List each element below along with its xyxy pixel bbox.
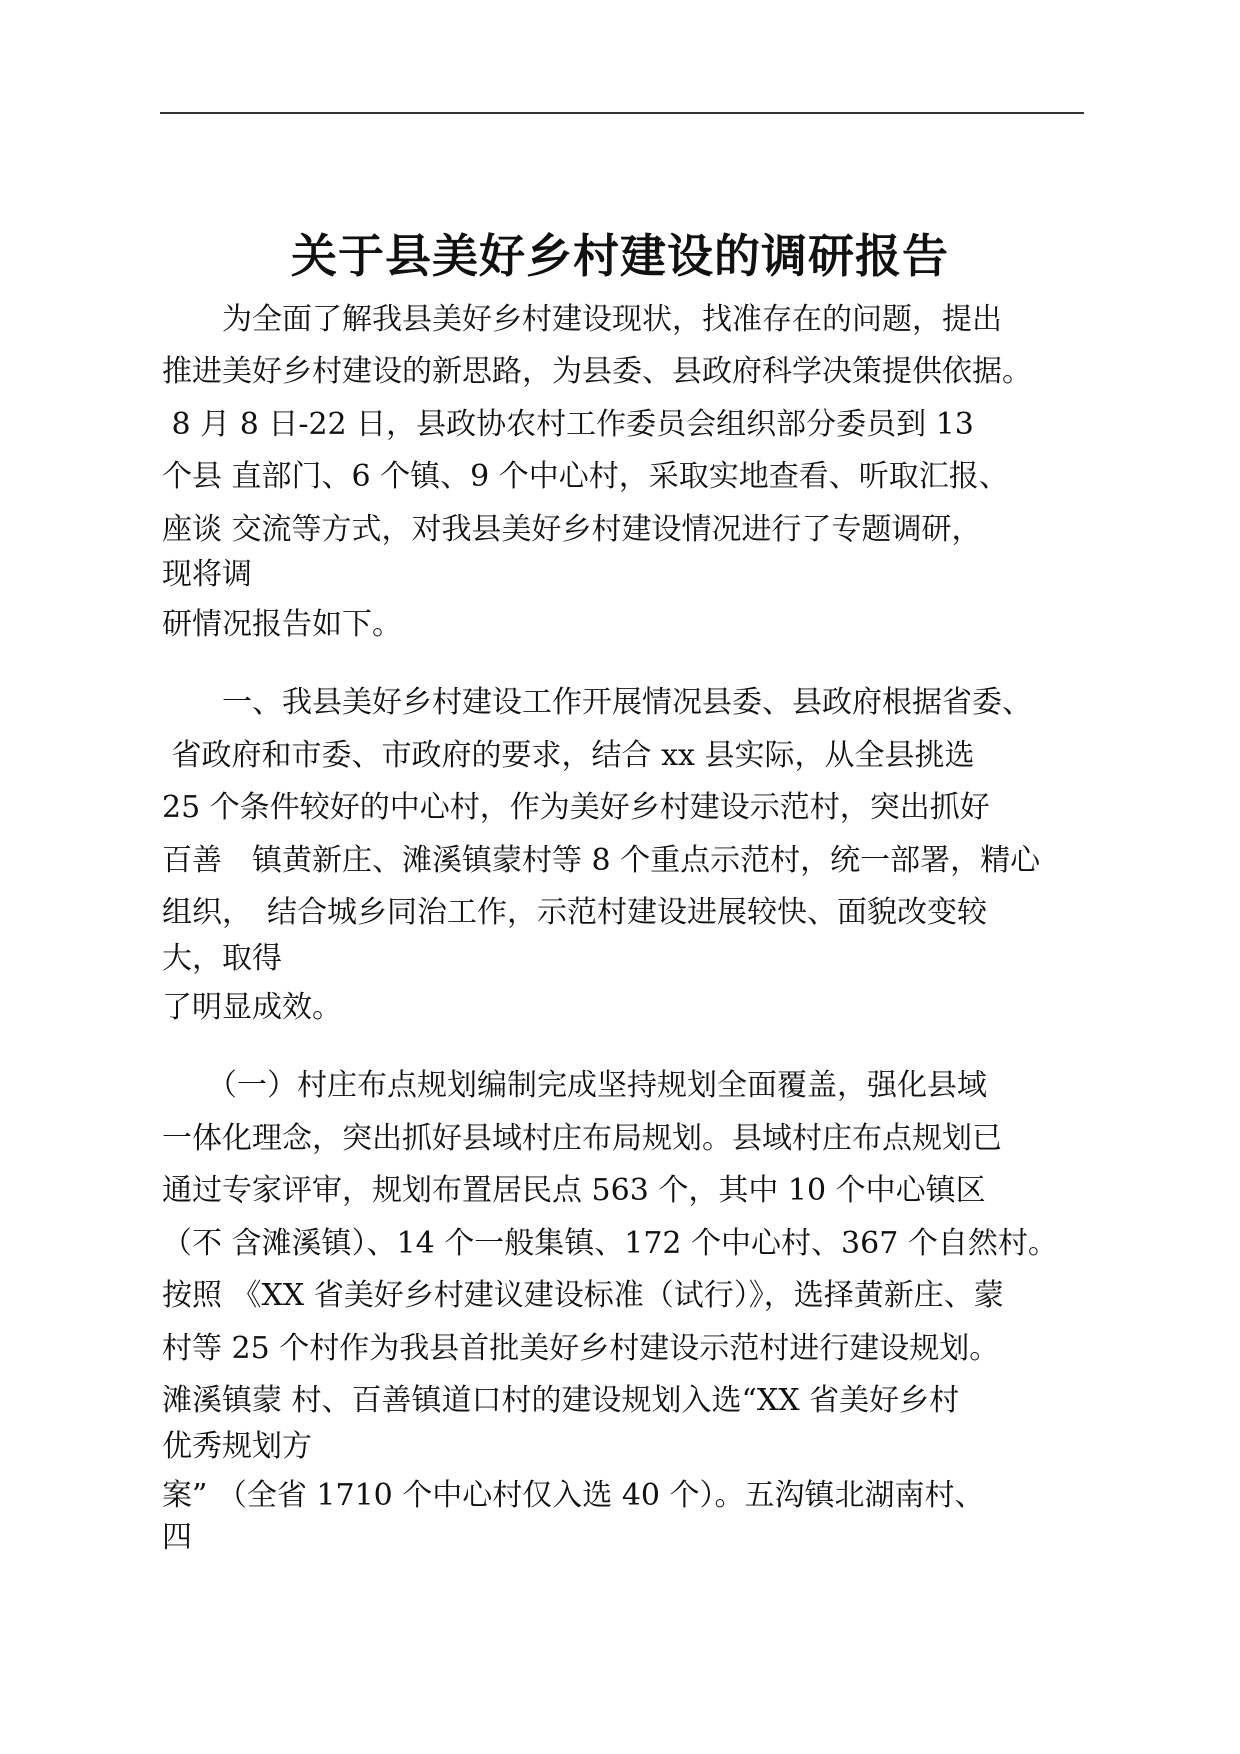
body-line: 个县 直部门、6 个镇、9 个中心村，采取实地查看、听取汇报、 bbox=[162, 459, 1009, 494]
body-line: 案” （全省 1710 个中心村仅入选 40 个）。五沟镇北湖南村、 bbox=[162, 1478, 985, 1513]
body-line: 一体化理念，突出抓好县域村庄布局规划。县域村庄布点规划已 bbox=[162, 1121, 1002, 1156]
body-line: 四 bbox=[162, 1520, 192, 1555]
body-line: （不 含滩溪镇）、14 个一般集镇、172 个中心村、367 个自然村。 bbox=[162, 1226, 1058, 1261]
body-line: 百善 镇黄新庄、滩溪镇蒙村等 8 个重点示范村，统一部署，精心 bbox=[162, 843, 1041, 878]
body-line: 了明显成效。 bbox=[162, 990, 342, 1025]
body-line: 按照 《XX 省美好乡村建议建设标准（试行）》，选择黄新庄、蒙 bbox=[162, 1278, 1004, 1313]
body-line: 研情况报告如下。 bbox=[162, 607, 402, 642]
body-line: 一、我县美好乡村建设工作开展情况县委、县政府根据省委、 bbox=[162, 685, 1032, 720]
body-line: 8 月 8 日-22 日，县政协农村工作委员会组织部分委员到 13 bbox=[162, 407, 974, 442]
body-line: 现将调 bbox=[162, 557, 252, 592]
body-line: （一）村庄布点规划编制完成坚持规划全面覆盖，强化县域 bbox=[162, 1068, 987, 1103]
body-line: 推进美好乡村建设的新思路，为县委、县政府科学决策提供依据。 bbox=[162, 354, 1032, 389]
body-line: 25 个条件较好的中心村，作为美好乡村建设示范村，突出抓好 bbox=[162, 790, 990, 825]
body-line: 村等 25 个村作为我县首批美好乡村建设示范村进行建设规划。 bbox=[162, 1331, 1000, 1366]
header-rule bbox=[160, 112, 1084, 114]
body-line: 通过专家评审，规划布置居民点 563 个，其中 10 个中心镇区 bbox=[162, 1173, 986, 1208]
body-line: 优秀规划方 bbox=[162, 1429, 312, 1464]
body-line: 大，取得 bbox=[162, 941, 282, 976]
body-line: 组织， 结合城乡同治工作，示范村建设进展较快、面貌改变较 bbox=[162, 895, 987, 930]
body-line: 滩溪镇蒙 村、百善镇道口村的建设规划入选“XX 省美好乡村 bbox=[162, 1383, 960, 1418]
body-line: 座谈 交流等方式，对我县美好乡村建设情况进行了专题调研， bbox=[162, 512, 982, 547]
body-line: 为全面了解我县美好乡村建设现状，找准存在的问题，提出 bbox=[162, 302, 1002, 337]
body-line: 省政府和市委、市政府的要求，结合 xx 县实际，从全县挑选 bbox=[162, 738, 975, 773]
document-title: 关于县美好乡村建设的调研报告 bbox=[291, 229, 949, 283]
